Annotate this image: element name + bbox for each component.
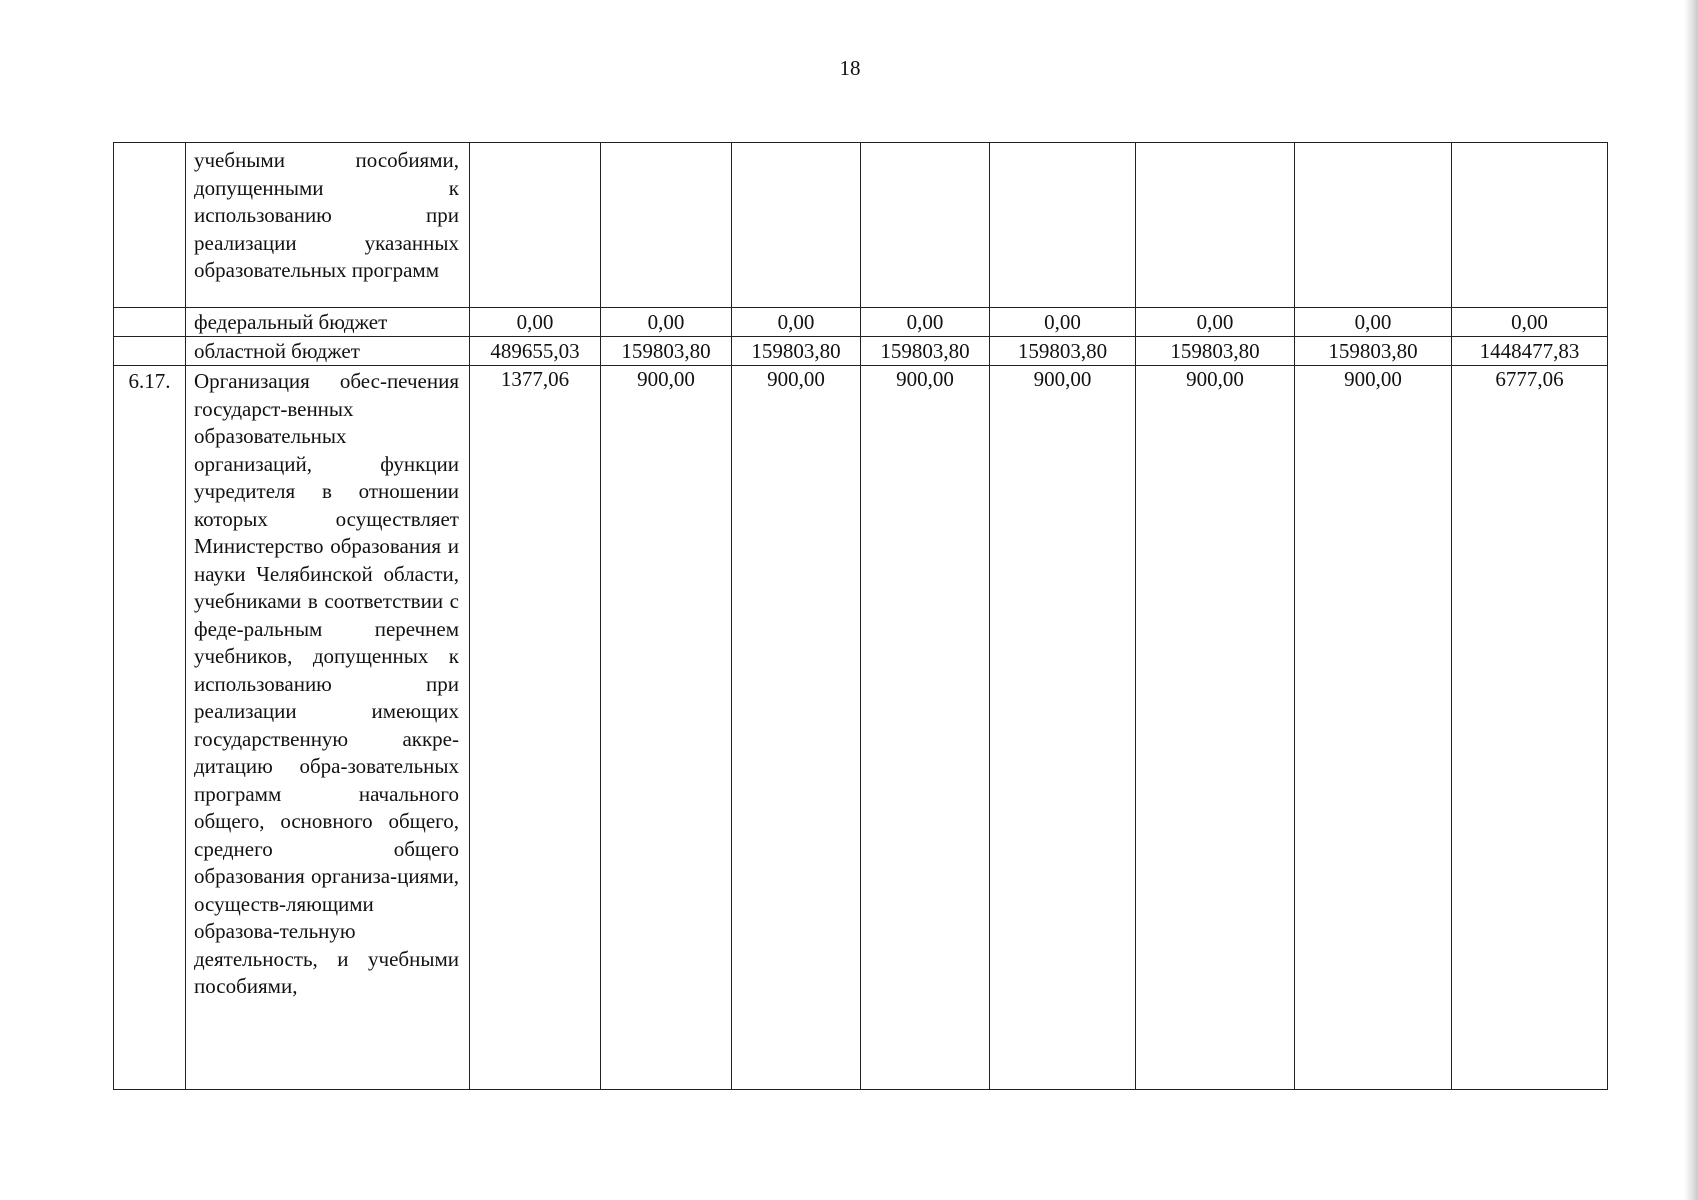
federal-budget-label: федеральный бюджет — [186, 308, 470, 337]
item-value: 900,00 — [861, 366, 990, 1090]
federal-budget-value: 0,00 — [1136, 308, 1295, 337]
regional-budget-value: 159803,80 — [1136, 337, 1295, 366]
item-row-6-17 — [114, 366, 1608, 1090]
continuation-description-text: учебными пособиями, допущенными к использованию при реализации указанных образовательных программ — [194, 148, 459, 282]
item-value: 1377,06 — [470, 366, 601, 1090]
item-description — [186, 366, 470, 1090]
regional-budget-value: 159803,80 — [601, 337, 732, 366]
continuation-value-cell — [861, 143, 990, 308]
regional-budget-value: 159803,80 — [732, 337, 861, 366]
item-value: 900,00 — [732, 366, 861, 1090]
item-value: 900,00 — [601, 366, 732, 1090]
federal-budget-row — [114, 308, 1608, 337]
continuation-number-cell — [114, 143, 186, 308]
federal-budget-value: 0,00 — [470, 308, 601, 337]
regional-budget-value: 159803,80 — [1295, 337, 1452, 366]
federal-budget-value: 0,00 — [861, 308, 990, 337]
page-number: 18 — [839, 56, 861, 80]
regional-budget-label: областной бюджет — [186, 337, 470, 366]
regional-budget-row — [114, 337, 1608, 366]
continuation-value-cell — [1136, 143, 1295, 308]
regional-budget-value: 489655,03 — [470, 337, 601, 366]
federal-budget-value: 0,00 — [601, 308, 732, 337]
continuation-value-cell — [990, 143, 1136, 308]
scan-edge-shadow — [1684, 0, 1698, 1200]
item-value: 900,00 — [1295, 366, 1452, 1090]
continuation-value-cell — [1452, 143, 1608, 308]
item-value: 6777,06 — [1452, 366, 1608, 1090]
regional-budget-number-cell — [114, 337, 186, 366]
continuation-value-cell — [1295, 143, 1452, 308]
federal-budget-value: 0,00 — [1295, 308, 1452, 337]
item-number: 6.17. — [114, 366, 186, 1090]
budget-table — [113, 142, 1608, 1090]
federal-budget-value: 0,00 — [1452, 308, 1608, 337]
continuation-value-cell — [470, 143, 601, 308]
item-value: 900,00 — [1136, 366, 1295, 1090]
regional-budget-value: 159803,80 — [861, 337, 990, 366]
continuation-description — [186, 143, 470, 308]
federal-budget-value: 0,00 — [990, 308, 1136, 337]
regional-budget-value: 159803,80 — [990, 337, 1136, 366]
item-description-text: Организация обес-печения государст-венных образовательных организаций, функции учредителя в отношении которых осуществляет Министерство образования и науки Челябинской области, учебниками в соответствии с феде-ральным перечнем учебников, допущенных к использованию при реализации имеющих государственную аккре-дитацию обра-зовательных программ начального общего, основного общего, среднего общего образования организа-циями, осуществ-ляющими образова-тельную деятельность, и учебными пособиями, — [194, 369, 459, 998]
regional-budget-value: 1448477,83 — [1452, 337, 1608, 366]
continuation-value-cell — [732, 143, 861, 308]
item-value: 900,00 — [990, 366, 1136, 1090]
federal-budget-number-cell — [114, 308, 186, 337]
federal-budget-value: 0,00 — [732, 308, 861, 337]
continuation-value-cell — [601, 143, 732, 308]
continuation-row — [114, 143, 1608, 308]
